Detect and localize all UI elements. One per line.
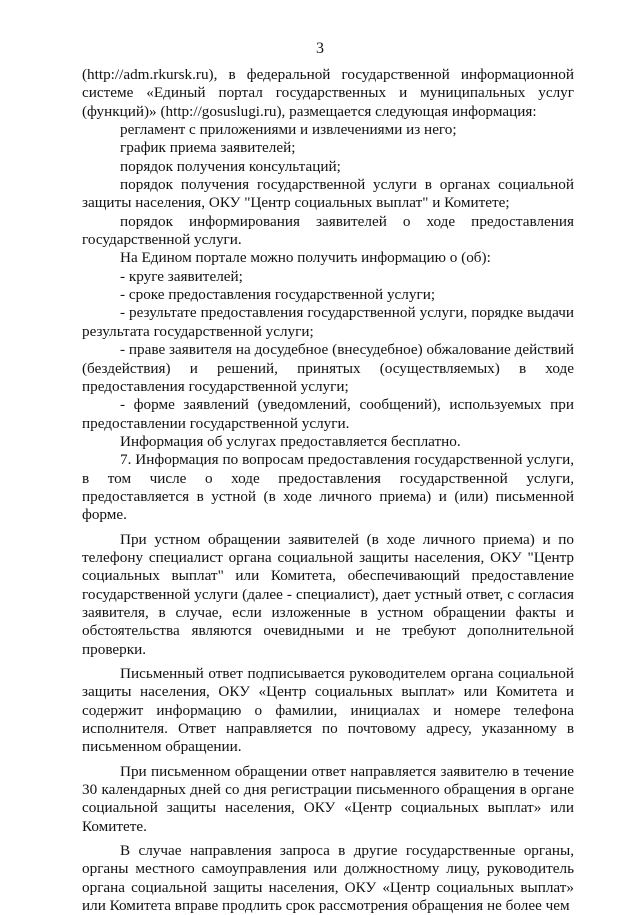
paragraph-informing-procedure: порядок информирования заявителей о ходе предоставления государственной услуги. xyxy=(82,212,574,249)
paragraph-section-7: 7. Информация по вопросам предоставления государственной услуги, в том числе о ходе предоставления государственной услуги, предоставляется в устной (в ходе личного приема) и (или) письменной форме. xyxy=(82,451,574,524)
page-number: 3 xyxy=(316,40,324,57)
paragraph-consultations: порядок получения консультаций; xyxy=(120,157,341,175)
list-item-application-form: - форме заявлений (уведомлений, сообщений), используемых при предоставлении государственной услуги. xyxy=(82,396,574,432)
paragraph-written-answer: Письменный ответ подписывается руководителем органа социальной защиты населения, ОКУ «Центр социальных выплат» или Комитета и содержит информацию о фамилии, инициалах и номере телефона исполнителя. Ответ направляется по почтовому адресу, указанному в письменном обращении. xyxy=(82,665,574,756)
paragraph-portal-info: На Едином портале можно получить информацию о (об): xyxy=(120,249,491,267)
list-item-appeal-right: - праве заявителя на досудебное (внесудебное) обжалование действий (бездействия) и решений, принятых (осуществляемых) в ходе предоставления государственной услуги; xyxy=(82,341,574,395)
paragraph-schedule: график приема заявителей; xyxy=(120,139,296,157)
paragraph-oral-request: При устном обращении заявителей (в ходе личного приема) и по телефону специалист органа социальной защиты населения, ОКУ "Центр социальных выплат" или Комитета, обеспечивающий предоставление государственной услуги (далее - специалист), дает устный ответ, с согласия заявителя, в случае, если изложенные в устном обращении факты и обстоятельства являются очевидными и не требуют дополнительной проверки. xyxy=(82,530,574,658)
paragraph-portal-intro: (http://adm.rkursk.ru), в федеральной государственной информационной системе «Единый портал государственных и муниципальных услуг (функций)» (http://gosuslugi.ru), размещается следующая информация: xyxy=(82,66,574,120)
list-item-term: - сроке предоставления государственной услуги; xyxy=(120,286,436,304)
paragraph-written-request: При письменном обращении ответ направляется заявителю в течение 30 календарных дней со дня регистрации письменного обращения в органе социальной защиты населения, ОКУ «Центр социальных выплат» или Комитете. xyxy=(82,762,574,835)
paragraph-regulation: регламент с приложениями и извлечениями из него; xyxy=(120,121,457,139)
paragraph-request-extension: В случае направления запроса в другие государственные органы, органы местного самоуправления или должностному лицу, руководитель органа социальной защиты населения, ОКУ «Центр социальных выплат» или Комитета вправе продлить срок рассмотрения обращения не более чем xyxy=(82,842,574,915)
paragraph-service-procedure: порядок получения государственной услуги в органах социальной защиты населения, ОКУ "Центр социальных выплат" и Комитете; xyxy=(82,176,574,212)
list-item-result: - результате предоставления государственной услуги, порядке выдачи результата государственной услуги; xyxy=(82,304,574,340)
document-body xyxy=(82,66,574,915)
list-item-applicants: - круге заявителей; xyxy=(120,267,243,285)
paragraph-free-info: Информация об услугах предоставляется бесплатно. xyxy=(120,432,461,450)
